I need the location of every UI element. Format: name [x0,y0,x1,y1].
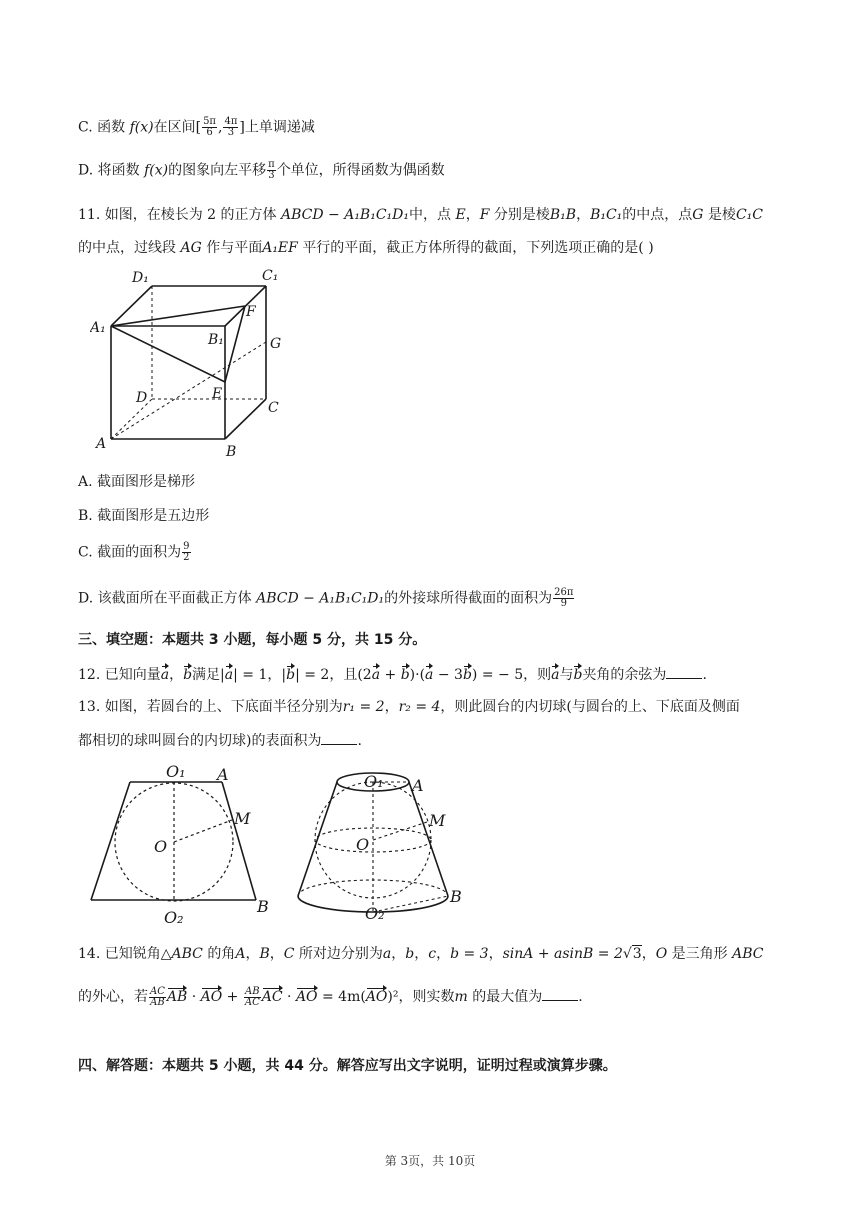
q11-option-c: C. 截面的面积为 $\frac{9}{2}$ [78,541,190,563]
q11-stem-line1: 11. 如图，在棱长为 2 的正方体 ABCD − A₁B₁C₁D₁中，点 E，F 分别是棱B₁B，B₁C₁的中点，点G 是棱C₁C [78,207,763,223]
label-c: C [268,400,279,416]
q14-stem-line1: 14. 已知锐角△ABC 的角A，B，C 所对边分别为a，b，c，b = 3，sinA + asinB = 2√3，O 是三角形 ABC [78,946,764,962]
sphere-radius-om [373,822,427,840]
fraction: $\frac{AC}{AB}$ [150,985,165,1008]
label-d: D [136,390,148,406]
q11-option-d: D. 该截面所在平面截正方体 ABCD − A₁B₁C₁D₁的外接球所得截面的面积为 $\frac{26\pi}{9}$ [78,587,574,609]
label-o: O [154,837,168,856]
segment-a-g [111,342,266,439]
label-g: G [270,336,282,352]
label-m: M [234,809,251,828]
fraction: $\frac{4\pi}{3}$ [224,116,238,138]
label-a: A [96,436,107,452]
q13-stem-line1: 13. 如图，若圆台的上、下底面半径分别为r₁ = 2，r₂ = 4，则此圆台的内切球(与圆台的上、下底面及侧面 [78,699,740,715]
section-4-title: 四、解答题：本题共 5 小题，共 44 分。解答应写出文字说明，证明过程或演算步骤。 [78,1058,617,1074]
segment-a1-f [111,306,245,326]
left-side [91,782,130,900]
section-3-title: 三、填空题：本题共 3 小题，每小题 5 分，共 15 分。 [78,632,427,648]
label-a: A [217,765,229,784]
fraction: $\frac{\pi}{3}$ [268,159,275,181]
label-c1: C₁ [262,268,279,284]
page-footer: 第 3页，共 10页 [384,1154,476,1168]
fraction: $\frac{26\pi}{9}$ [554,587,574,609]
label-e: E [212,386,223,402]
label-f: F [246,304,256,320]
label-b1: B₁ [208,332,224,348]
bottom-back-arc [298,880,448,896]
q14-stem-line2: 的外心，若 $\frac{AC}{AB}$ AB · AO + $\frac{AB}{AC}$ AC · AO = 4m(AO)²，则实数m 的最大值为 . [78,985,583,1008]
answer-blank[interactable] [542,986,578,1001]
q11-option-a: A. 截面图形是梯形 [78,474,196,490]
answer-blank[interactable] [321,730,357,745]
label-o-3d: O [356,835,370,854]
q12-stem: 12. 已知向量a，b满足|a| = 1，|b| = 2，且(2a + b)·(a − 3b) = − 5，则a与b夹角的余弦为 . [78,664,707,685]
segment-e-f [225,306,245,382]
edge-b-c [225,399,266,439]
label-o2-3d: O₂ [365,904,385,923]
label-a1: A₁ [90,320,106,336]
label-b-3d: B [450,887,462,906]
q13-stem-line2: 都相切的球叫圆台的内切球)的表面积为 . [78,730,362,751]
frustum-figures [86,760,476,930]
label-o1: O₁ [166,762,186,781]
label-o2: O₂ [164,908,184,927]
label-o1-3d: O₁ [364,772,384,791]
label-m-3d: M [429,811,446,830]
right-side [222,782,256,900]
label-d1: D₁ [132,270,149,286]
fraction: $\frac{AB}{AC}$ [244,985,260,1008]
fraction: $\frac{9}{2}$ [183,541,190,563]
frustum-left-side [298,782,337,896]
q11-option-b: B. 截面图形是五边形 [78,508,210,524]
label-b: B [226,444,237,460]
answer-blank[interactable] [666,664,702,679]
cube-figure [90,264,290,464]
q10-option-d: D. 将函数 f(x)的图象向左平移 $\frac{\pi}{3}$ 个单位，所得函数为偶函数 [78,159,445,181]
q10-option-c: C. 函数 f(x)在区间[ $\frac{5\pi}{6}$ , $\frac{4\pi}{3}$ ]上单调递减 [78,116,315,138]
fraction: $\frac{5\pi}{6}$ [203,116,216,138]
q11-stem-line2: 的中点，过线段 AG 作与平面A₁EF 平行的平面，截正方体所得的截面，下列选项正确的是( ) [78,240,654,256]
radius-om [174,820,232,842]
label-b: B [257,897,269,916]
label-a-3d: A [412,776,424,795]
